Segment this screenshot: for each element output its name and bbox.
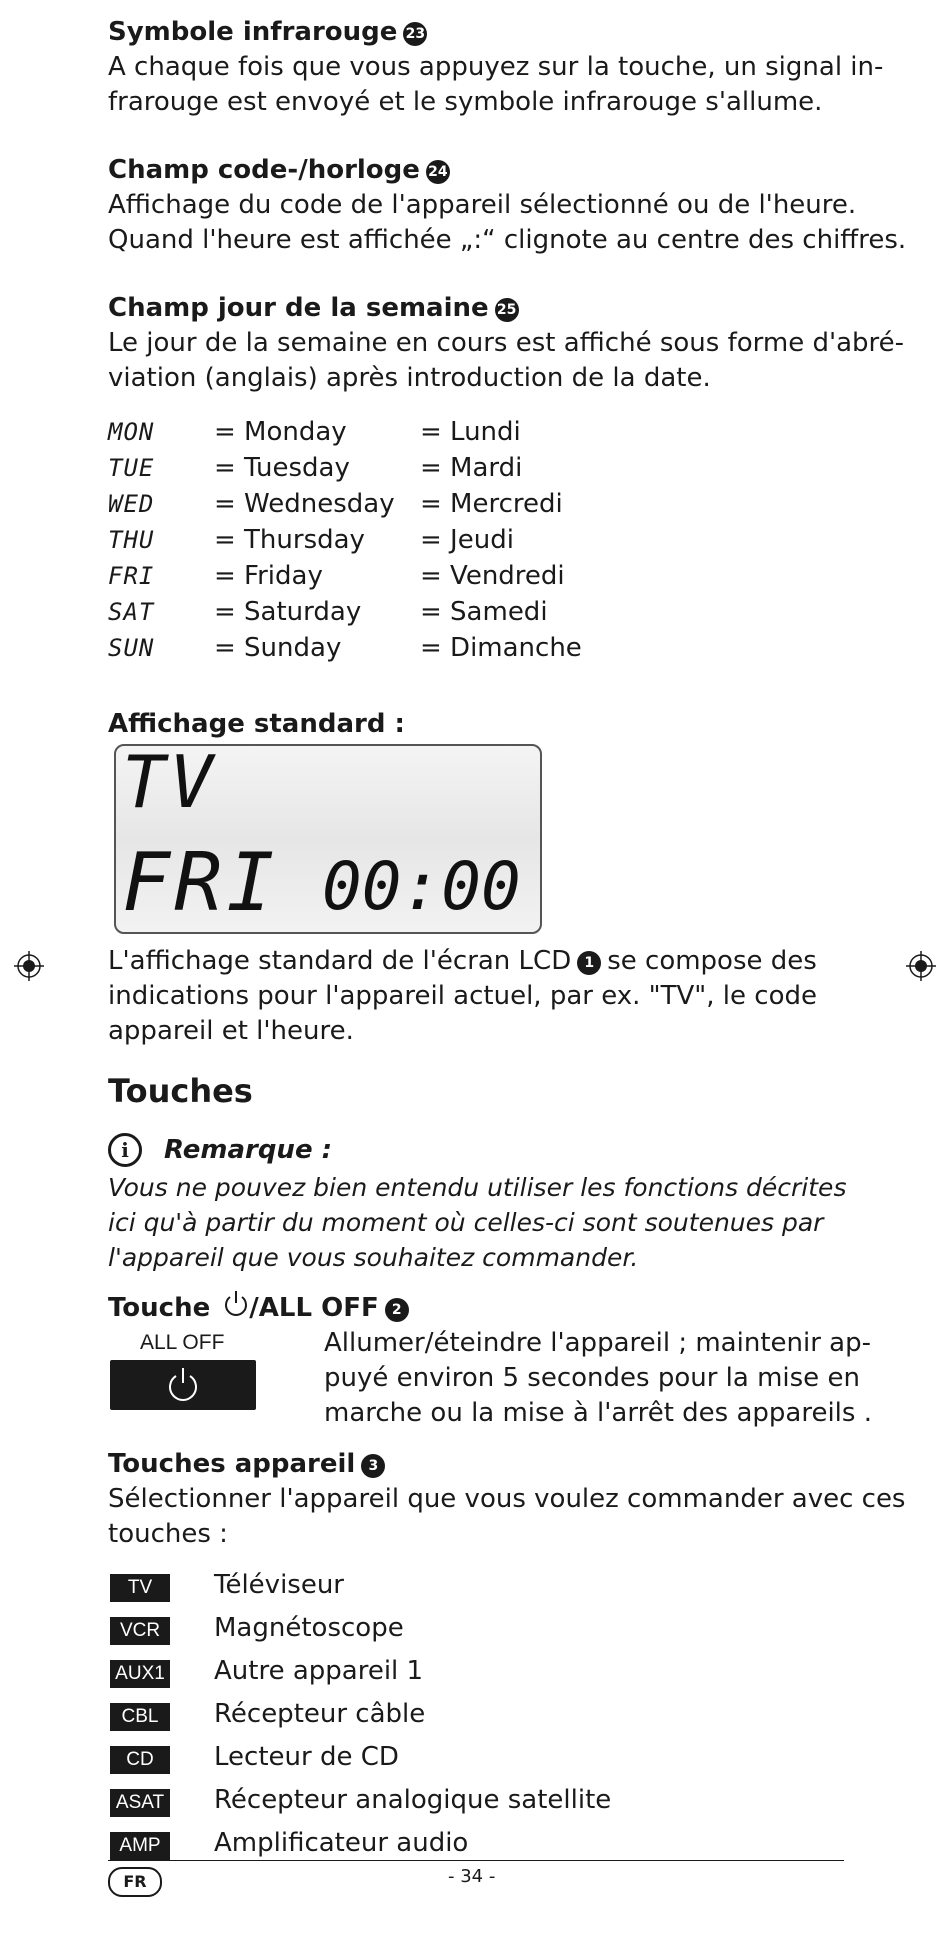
- day-english: = Thursday: [214, 525, 365, 555]
- device-desc: Récepteur câble: [214, 1699, 426, 1729]
- power-line-2: puyé environ 5 secondes pour la mise en: [324, 1363, 860, 1393]
- device-key-vcr: VCR: [110, 1617, 170, 1645]
- day-abbr: FRI: [108, 562, 155, 590]
- device-key-aux1: AUX1: [110, 1660, 170, 1688]
- device-desc: Téléviseur: [214, 1570, 344, 1600]
- heading-infrared-text: Symbole infrarouge: [108, 17, 398, 47]
- page-number: - 34 -: [448, 1866, 496, 1887]
- registration-mark-icon: [14, 951, 44, 981]
- standard-line-3: appareil et l'heure.: [108, 1016, 354, 1046]
- code-clock-line-2: Quand l'heure est affichée „:“ clignote au centre des chiffres.: [108, 225, 907, 255]
- heading-power-pre: Touche: [108, 1293, 211, 1323]
- day-abbr: SUN: [108, 634, 155, 662]
- standard-line-1-pre: L'affichage standard de l'écran LCD: [108, 946, 572, 976]
- heading-weekday: [108, 290, 519, 326]
- note-line-2: ici qu'à partir du moment où celles-ci sont soutenues par: [108, 1208, 824, 1237]
- standard-line-1-post: se compose des: [607, 946, 817, 976]
- heading-device-keys-text: Touches appareil: [108, 1449, 356, 1479]
- power-line-3: marche ou la mise à l'arrêt des appareils .: [324, 1398, 872, 1428]
- day-abbr: SAT: [108, 598, 155, 626]
- day-french: = Mardi: [420, 453, 523, 483]
- day-abbr: WED: [108, 490, 155, 518]
- power-line-1: Allumer/éteindre l'appareil ; maintenir ap-: [324, 1328, 871, 1358]
- heading-code-clock-text: Champ code-/horloge: [108, 155, 420, 185]
- device-key-tv: TV: [110, 1574, 170, 1602]
- day-english: = Wednesday: [214, 489, 395, 519]
- callout-number: 25: [495, 298, 519, 322]
- day-french: = Vendredi: [420, 561, 565, 591]
- device-key-amp: AMP: [110, 1832, 170, 1860]
- info-icon: i: [108, 1133, 142, 1167]
- note-line-3: l'appareil que vous souhaitez commander.: [108, 1243, 639, 1272]
- callout-number: 23: [403, 22, 427, 46]
- day-abbr: TUE: [108, 454, 155, 482]
- day-french: = Mercredi: [420, 489, 563, 519]
- day-abbr: MON: [108, 418, 155, 446]
- day-english: = Sunday: [214, 633, 342, 663]
- day-english: = Tuesday: [214, 453, 350, 483]
- day-french: = Dimanche: [420, 633, 582, 663]
- heading-weekday-text: Champ jour de la semaine: [108, 293, 489, 323]
- day-english: = Monday: [214, 417, 347, 447]
- language-badge: FR: [108, 1867, 162, 1897]
- device-desc: Lecteur de CD: [214, 1742, 399, 1772]
- device-key-cbl: CBL: [110, 1703, 170, 1731]
- all-off-label: ALL OFF: [140, 1331, 225, 1354]
- day-english: = Saturday: [214, 597, 362, 627]
- standard-line-2: indications pour l'appareil actuel, par ex. "TV", le code: [108, 981, 817, 1011]
- day-french: = Jeudi: [420, 525, 514, 555]
- device-desc: Autre appareil 1: [214, 1656, 424, 1686]
- infrared-line-1: A chaque fois que vous appuyez sur la touche, un signal in-: [108, 52, 884, 82]
- day-abbr: THU: [108, 526, 155, 554]
- callout-number: 2: [385, 1298, 409, 1322]
- device-desc: Amplificateur audio: [214, 1828, 469, 1858]
- heading-power-key: [108, 1290, 409, 1326]
- note-title: Remarque :: [164, 1135, 333, 1165]
- lcd-device-text: TV: [122, 740, 217, 824]
- callout-number: 24: [426, 160, 450, 184]
- day-french: = Lundi: [420, 417, 521, 447]
- heading-code-clock: [108, 152, 450, 188]
- device-desc: Récepteur analogique satellite: [214, 1785, 612, 1815]
- standard-line-1: [108, 944, 817, 979]
- section-title-touches: Touches: [108, 1072, 253, 1110]
- lcd-display: [114, 740, 542, 934]
- weekday-line-2: viation (anglais) après introduction de la date.: [108, 363, 711, 393]
- callout-number: 3: [361, 1454, 385, 1478]
- heading-power-post: /ALL OFF: [249, 1293, 379, 1323]
- code-clock-line-1: Affichage du code de l'appareil sélectionné ou de l'heure.: [108, 190, 857, 220]
- weekday-line-1: Le jour de la semaine en cours est affiché sous forme d'abré-: [108, 328, 905, 358]
- heading-device-keys: [108, 1446, 385, 1482]
- devices-line-2: touches :: [108, 1519, 228, 1549]
- callout-number: 1: [577, 951, 601, 975]
- registration-mark-icon: [906, 951, 936, 981]
- device-desc: Magnétoscope: [214, 1613, 404, 1643]
- day-french: = Samedi: [420, 597, 548, 627]
- heading-standard-display: Affichage standard :: [108, 709, 405, 739]
- lcd-day-text: FRI: [122, 836, 279, 929]
- note-line-1: Vous ne pouvez bien entendu utiliser les fonctions décrites: [108, 1173, 847, 1202]
- power-icon: [166, 1366, 200, 1404]
- infrared-line-2: frarouge est envoyé et le symbole infrarouge s'allume.: [108, 87, 823, 117]
- power-icon: [223, 1290, 249, 1318]
- all-off-button: [110, 1360, 256, 1410]
- lcd-time-text: 00:00: [322, 848, 521, 925]
- heading-infrared: [108, 14, 427, 50]
- devices-line-1: Sélectionner l'appareil que vous voulez commander avec ces: [108, 1484, 906, 1514]
- day-english: = Friday: [214, 561, 323, 591]
- footer-divider: [108, 1860, 844, 1861]
- device-key-cd: CD: [110, 1746, 170, 1774]
- device-key-asat: ASAT: [110, 1789, 170, 1817]
